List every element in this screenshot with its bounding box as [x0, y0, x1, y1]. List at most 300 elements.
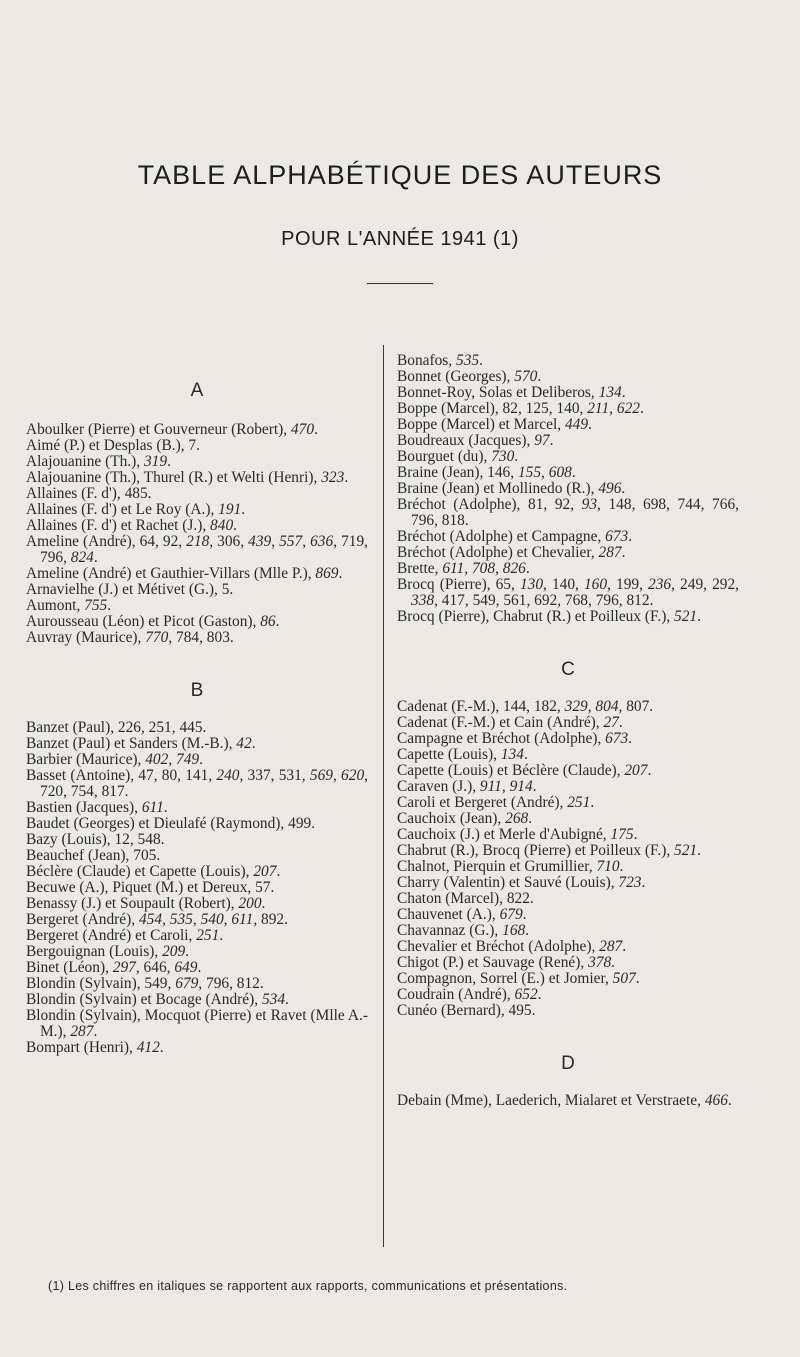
index-entry — [397, 699, 739, 715]
entry-text: Bréchot (Adolphe) et Chevalier, — [397, 544, 599, 561]
italic-page-ref: 649 — [174, 959, 198, 976]
italic-page-ref: 449 — [564, 416, 589, 433]
entry-text: Auvray (Maurice), — [26, 629, 146, 646]
italic-page-ref: 611 — [442, 560, 465, 577]
entry-text: Alajouanine (Th.), — [26, 453, 144, 470]
title-rule — [367, 283, 433, 284]
page-subtitle: POUR L'ANNÉE 1941 (1) — [281, 228, 519, 250]
entry-text: . — [647, 762, 652, 779]
entry-text: . — [727, 1092, 732, 1109]
left-column — [26, 380, 368, 1056]
entry-text: . — [635, 970, 640, 987]
italic-page-ref: 679 — [175, 975, 199, 992]
entry-text: Blondin (Sylvain) et Bocage (André), — [26, 991, 262, 1008]
entry-text: Debain (Mme), Laederich, Mialaret et Verstraete, — [397, 1092, 705, 1109]
index-entry — [26, 534, 368, 566]
italic-page-ref: 622 — [616, 400, 640, 417]
entry-text: . — [618, 714, 623, 731]
entry-text: , 892. — [253, 911, 288, 928]
entry-text: . — [159, 1039, 164, 1056]
entry-text: Alajouanine (Th.), Thurel (R.) et Welti (Henri), — [26, 469, 322, 486]
italic-page-ref: 207 — [253, 863, 277, 880]
entry-text: , 646, — [135, 959, 175, 976]
index-entry — [26, 768, 368, 800]
entry-text: , 784, 803. — [168, 629, 234, 646]
index-entry — [26, 960, 368, 976]
italic-page-ref: 723 — [618, 874, 642, 891]
entry-text: Barbier (Maurice), — [26, 751, 146, 768]
index-entry — [26, 928, 368, 944]
index-entry — [26, 848, 368, 864]
entry-text: . — [639, 400, 644, 417]
italic-page-ref: 770 — [145, 629, 169, 646]
italic-page-ref: 268 — [505, 810, 529, 827]
entry-text: , — [501, 778, 510, 795]
section-a-entries — [26, 422, 368, 646]
index-entry — [397, 385, 739, 401]
entry-text: . — [628, 730, 633, 747]
italic-page-ref: 507 — [612, 970, 636, 987]
footnote: (1) Les chiffres en italiques se rapportent aux rapports, communications et présentations. — [48, 1279, 568, 1293]
entry-text: , — [223, 911, 232, 928]
entry-text: Chavannaz (G.), — [397, 922, 503, 939]
entry-text: Bastien (Jacques), — [26, 799, 142, 816]
index-entry — [397, 875, 739, 891]
italic-page-ref: 540 — [200, 911, 224, 928]
entry-text: Bergouignan (Louis), — [26, 943, 163, 960]
column-divider — [383, 345, 384, 1247]
entry-text: . — [479, 352, 483, 369]
index-entry — [397, 529, 739, 545]
entry-text: . — [590, 794, 595, 811]
entry-text: . — [528, 810, 533, 827]
entry-text: . — [163, 799, 168, 816]
entry-text: Brette, — [397, 560, 443, 577]
index-entry — [397, 955, 739, 971]
index-entry — [397, 763, 739, 779]
italic-page-ref: 329 — [564, 698, 588, 715]
entry-text: , — [162, 911, 170, 928]
section-d-entries — [397, 1093, 739, 1109]
index-entry — [397, 433, 739, 449]
index-entry — [26, 502, 368, 518]
entry-text: Chabrut (R.), Brocq (Pierre) et Poilleux (F.), — [397, 842, 675, 859]
entry-text: Chaton (Marcel), 822. — [397, 890, 534, 907]
italic-page-ref: 236 — [648, 576, 672, 593]
entry-text: . — [514, 448, 519, 465]
index-entry — [397, 497, 739, 529]
index-entry — [26, 736, 368, 752]
entry-text: . — [621, 384, 626, 401]
entry-text: Cadenat (F.-M.), 144, 182, — [397, 698, 565, 715]
entry-text: . — [107, 597, 112, 614]
entry-text: Aurousseau (Léon) et Picot (Gaston), — [26, 613, 261, 630]
italic-page-ref: 804 — [595, 698, 619, 715]
italic-page-ref: 191 — [218, 501, 242, 518]
index-entry — [26, 832, 368, 848]
italic-page-ref: 521 — [674, 842, 698, 859]
italic-page-ref: 297 — [112, 959, 136, 976]
entry-text: Boppe (Marcel), 82, 125, 140, — [397, 400, 588, 417]
entry-text: Chigot (P.) et Sauvage (René), — [397, 954, 589, 971]
entry-text: Blondin (Sylvain), 549, — [26, 975, 176, 992]
entry-text: , 720, 754, 817. — [40, 767, 368, 800]
italic-page-ref: 708 — [471, 560, 496, 577]
index-entry — [397, 481, 739, 497]
entry-text: Bompart (Henri), — [26, 1039, 137, 1056]
entry-text: . — [93, 549, 98, 566]
italic-page-ref: 679 — [499, 906, 523, 923]
index-entry — [26, 912, 368, 928]
italic-page-ref: 710 — [596, 858, 620, 875]
italic-page-ref: 97 — [534, 432, 550, 449]
entry-text: . — [276, 863, 281, 880]
entry-text: . — [697, 842, 701, 859]
entry-text: . — [523, 746, 528, 763]
index-entry — [397, 1003, 739, 1019]
index-entry — [397, 417, 739, 433]
index-entry — [26, 598, 368, 614]
italic-page-ref: 134 — [598, 384, 622, 401]
section-c-entries — [397, 699, 739, 1019]
entry-text: Ameline (André), 64, 92, — [26, 533, 187, 550]
entry-text: Bourguet (du), — [397, 448, 492, 465]
index-entry — [397, 939, 739, 955]
entry-text: . — [622, 938, 627, 955]
entry-text: , 417, 549, 561, 692, 768, 796, 812. — [434, 592, 654, 609]
index-entry — [397, 859, 739, 875]
entry-text: . — [185, 943, 190, 960]
italic-page-ref: 378 — [588, 954, 612, 971]
entry-text: . — [621, 480, 626, 497]
entry-text: Boppe (Marcel) et Marcel, — [397, 416, 565, 433]
entry-text: . — [537, 368, 542, 385]
entry-text: . — [338, 565, 343, 582]
entry-text: , 719, 796, — [40, 533, 369, 566]
index-entry — [26, 816, 368, 832]
entry-text: . — [628, 528, 633, 545]
index-entry — [26, 880, 368, 896]
italic-page-ref: 652 — [514, 986, 538, 1003]
italic-page-ref: 86 — [260, 613, 276, 630]
italic-page-ref: 840 — [210, 517, 234, 534]
index-entry — [26, 1040, 368, 1056]
entry-text: , — [541, 464, 549, 481]
italic-page-ref: 207 — [624, 762, 648, 779]
italic-page-ref: 914 — [509, 778, 533, 795]
index-entry — [397, 353, 739, 369]
entry-text: Braine (Jean), 146, — [397, 464, 518, 481]
italic-page-ref: 535 — [456, 352, 480, 369]
entry-text: , — [609, 400, 617, 417]
italic-page-ref: 557 — [279, 533, 303, 550]
index-entry — [26, 630, 368, 646]
entry-text: Chauvenet (A.), — [397, 906, 500, 923]
entry-text: Béclère (Claude) et Capette (Louis), — [26, 863, 254, 880]
entry-text: Allaines (F. d') et Rachet (J.), — [26, 517, 211, 534]
section-letter-b: B — [190, 680, 204, 701]
section-b-entries — [26, 720, 368, 1056]
entry-text: Bonafos, — [397, 352, 456, 369]
page-title: TABLE ALPHABÉTIQUE DES AUTEURS — [137, 160, 663, 190]
entry-text: Aimé (P.) et Desplas (B.), 7. — [26, 437, 200, 454]
index-entry — [397, 779, 739, 795]
entry-text: Beauchef (Jean), 705. — [26, 847, 161, 864]
index-entry — [397, 715, 739, 731]
entry-text: Allaines (F. d'), 485. — [26, 485, 152, 502]
entry-text: Chalnot, Pierquin et Grumillier, — [397, 858, 597, 875]
entry-text: Cauchoix (Jean), — [397, 810, 506, 827]
italic-page-ref: 338 — [411, 592, 435, 609]
entry-text: Charry (Valentin) et Sauvé (Louis), — [397, 874, 619, 891]
entry-text: . — [241, 501, 246, 518]
entry-text: , — [168, 751, 177, 768]
italic-page-ref: 755 — [84, 597, 108, 614]
italic-page-ref: 826 — [502, 560, 526, 577]
italic-page-ref: 130 — [519, 576, 544, 593]
entry-text: Brocq (Pierre), 65, — [397, 576, 520, 593]
italic-page-ref: 466 — [704, 1092, 728, 1109]
entry-text: Campagne et Bréchot (Adolphe), — [397, 730, 606, 747]
italic-page-ref: 749 — [176, 751, 200, 768]
italic-page-ref: 287 — [70, 1023, 94, 1040]
entry-text: . — [285, 991, 289, 1008]
entry-text: . — [261, 895, 266, 912]
index-entry — [26, 582, 368, 598]
index-entry — [397, 891, 739, 907]
index-entry — [26, 614, 368, 630]
index-entry — [26, 752, 368, 768]
entry-text: . — [633, 826, 638, 843]
entry-text: Baudet (Georges) et Dieulafé (Raymond), 499. — [26, 815, 316, 832]
italic-page-ref: 730 — [491, 448, 515, 465]
entry-text: . — [199, 751, 203, 768]
entry-text: Binet (Léon), — [26, 959, 113, 976]
entry-text: . — [549, 432, 554, 449]
entry-text: . — [525, 560, 530, 577]
entry-text: Capette (Louis), — [397, 746, 501, 763]
entry-text: , — [192, 911, 201, 928]
entry-text: Aumont, — [26, 597, 85, 614]
index-entry — [26, 1008, 368, 1040]
index-entry — [397, 401, 739, 417]
entry-text: . — [611, 954, 616, 971]
entry-text: , 140, — [543, 576, 584, 593]
index-entry — [26, 486, 368, 502]
entry-text: Capette (Louis) et Béclère (Claude), — [397, 762, 625, 779]
entry-text: , 249, 292, — [671, 576, 739, 593]
italic-page-ref: 911 — [479, 778, 502, 795]
entry-text: Cadenat (F.-M.) et Cain (André), — [397, 714, 604, 731]
italic-page-ref: 323 — [321, 469, 345, 486]
entry-text: Bonnet (Georges), — [397, 368, 515, 385]
italic-page-ref: 569 — [309, 767, 333, 784]
italic-page-ref: 439 — [248, 533, 272, 550]
entry-text: . — [167, 453, 171, 470]
italic-page-ref: 402 — [145, 751, 169, 768]
italic-page-ref: 211 — [587, 400, 610, 417]
entry-text: . — [275, 613, 280, 630]
entry-text: Caroli et Bergeret (André), — [397, 794, 568, 811]
index-entry — [26, 566, 368, 582]
section-letter-a: A — [190, 380, 204, 401]
entry-text: Compagnon, Sorrel (E.) et Jomier, — [397, 970, 613, 987]
index-entry — [26, 864, 368, 880]
entry-text: Boudreaux (Jacques), — [397, 432, 535, 449]
italic-page-ref: 470 — [290, 421, 315, 438]
entry-text: Bazy (Louis), 12, 548. — [26, 831, 165, 848]
entry-text: , 306, — [209, 533, 249, 550]
index-entry — [397, 923, 739, 939]
italic-page-ref: 319 — [143, 453, 168, 470]
italic-page-ref: 636 — [310, 533, 334, 550]
entry-text: , 796, 812. — [198, 975, 264, 992]
right-column — [397, 353, 739, 1109]
italic-page-ref: 42 — [236, 735, 252, 752]
entry-text: . — [588, 416, 592, 433]
entry-text: . — [697, 608, 701, 625]
italic-page-ref: 251 — [567, 794, 591, 811]
entry-text: . — [525, 922, 530, 939]
index-entry — [397, 731, 739, 747]
index-entry — [26, 422, 368, 438]
entry-text: Aboulker (Pierre) et Gouverneur (Robert), — [26, 421, 291, 438]
italic-page-ref: 824 — [70, 549, 94, 566]
italic-page-ref: 534 — [261, 991, 286, 1008]
section-letter-d: D — [561, 1053, 575, 1074]
entry-text: . — [621, 544, 626, 561]
entry-text: Basset (Antoine), 47, 80, 141, — [26, 767, 217, 784]
entry-text: Benassy (J.) et Soupault (Robert), — [26, 895, 239, 912]
index-entry — [397, 795, 739, 811]
entry-text: Blondin (Sylvain), Mocquot (Pierre) et Ravet (Mlle A.-M.), — [26, 1007, 368, 1040]
italic-page-ref: 175 — [610, 826, 634, 843]
italic-page-ref: 160 — [583, 576, 608, 593]
italic-page-ref: 200 — [238, 895, 262, 912]
entry-text: , 337, 531, — [239, 767, 310, 784]
index-entry — [397, 811, 739, 827]
entry-text: Ameline (André) et Gauthier-Villars (Mlle P.), — [26, 565, 316, 582]
italic-page-ref: 611 — [231, 911, 254, 928]
entry-text: . — [641, 874, 646, 891]
entry-text: Braine (Jean) et Mollinedo (R.), — [397, 480, 599, 497]
entry-text: Cunéo (Bernard), 495. — [397, 1002, 536, 1019]
italic-page-ref: 673 — [605, 730, 629, 747]
entry-text: . — [619, 858, 624, 875]
entry-text: Banzet (Paul), 226, 251, 445. — [26, 719, 207, 736]
entry-text: Banzet (Paul) et Sanders (M.-B.), — [26, 735, 237, 752]
index-entry — [397, 609, 739, 625]
entry-text: . — [571, 464, 576, 481]
italic-page-ref: 454 — [138, 911, 163, 928]
entry-text: . — [219, 927, 224, 944]
italic-page-ref: 168 — [502, 922, 526, 939]
entry-text: . — [93, 1023, 98, 1040]
entry-text: , — [302, 533, 311, 550]
entry-text: , — [332, 767, 342, 784]
italic-page-ref: 155 — [517, 464, 542, 481]
entry-text: , — [495, 560, 503, 577]
index-entry — [26, 992, 368, 1008]
italic-page-ref: 134 — [500, 746, 524, 763]
entry-text: , — [587, 698, 596, 715]
italic-page-ref: 620 — [341, 767, 365, 784]
entry-text: Cauchoix (J.) et Merle d'Aubigné, — [397, 826, 611, 843]
index-entry — [26, 944, 368, 960]
entry-text: Coudrain (André), — [397, 986, 515, 1003]
index-entry — [397, 369, 739, 385]
section-b-continued-entries — [397, 353, 739, 625]
index-entry — [26, 438, 368, 454]
entry-text: Chevalier et Bréchot (Adolphe), — [397, 938, 600, 955]
index-entry — [26, 454, 368, 470]
entry-text: , 148, 698, 744, 766, 796, 818. — [411, 496, 739, 529]
italic-page-ref: 27 — [603, 714, 619, 731]
index-entry — [26, 720, 368, 736]
index-entry — [397, 827, 739, 843]
italic-page-ref: 209 — [162, 943, 186, 960]
italic-page-ref: 412 — [136, 1039, 160, 1056]
entry-text: Bergeret (André), — [26, 911, 139, 928]
entry-text: . — [233, 517, 237, 534]
italic-page-ref: 535 — [169, 911, 193, 928]
italic-page-ref: 496 — [598, 480, 622, 497]
entry-text: . — [314, 421, 318, 438]
entry-text: , — [464, 560, 472, 577]
index-entry — [397, 987, 739, 1003]
italic-page-ref: 521 — [674, 608, 698, 625]
entry-text: Bergeret (André) et Caroli, — [26, 927, 197, 944]
italic-page-ref: 673 — [605, 528, 629, 545]
italic-page-ref: 608 — [548, 464, 572, 481]
italic-page-ref: 287 — [599, 938, 623, 955]
index-entry — [26, 976, 368, 992]
index-entry — [397, 561, 739, 577]
italic-page-ref: 869 — [315, 565, 339, 582]
entry-text: Bréchot (Adolphe) et Campagne, — [397, 528, 606, 545]
entry-text: , 807. — [618, 698, 654, 715]
entry-text: Becuwe (A.), Piquet (M.) et Dereux, 57. — [26, 879, 275, 896]
entry-text: , — [271, 533, 280, 550]
entry-text: . — [197, 959, 202, 976]
entry-text: . — [344, 469, 349, 486]
entry-text: Bréchot (Adolphe), 81, 92, — [397, 496, 582, 513]
index-entry — [26, 470, 368, 486]
italic-page-ref: 611 — [141, 799, 164, 816]
index-entry — [26, 800, 368, 816]
italic-page-ref: 287 — [598, 544, 622, 561]
index-entry — [397, 843, 739, 859]
entry-text: Caraven (J.), — [397, 778, 480, 795]
italic-page-ref: 240 — [216, 767, 240, 784]
entry-text: Allaines (F. d') et Le Roy (A.), — [26, 501, 219, 518]
italic-page-ref: 251 — [196, 927, 220, 944]
entry-text: , 199, — [607, 576, 649, 593]
italic-page-ref: 570 — [514, 368, 538, 385]
section-letter-c: C — [561, 659, 575, 680]
index-entry — [397, 971, 739, 987]
index-entry — [397, 907, 739, 923]
entry-text: . — [532, 778, 537, 795]
index-entry — [397, 1093, 739, 1109]
index-entry — [26, 518, 368, 534]
index-entry — [26, 896, 368, 912]
entry-text: Arnavielhe (J.) et Métivet (G.), 5. — [26, 581, 234, 598]
entry-text: . — [522, 906, 527, 923]
entry-text: Brocq (Pierre), Chabrut (R.) et Poilleux (F.), — [397, 608, 675, 625]
index-entry — [397, 545, 739, 561]
index-entry — [397, 465, 739, 481]
